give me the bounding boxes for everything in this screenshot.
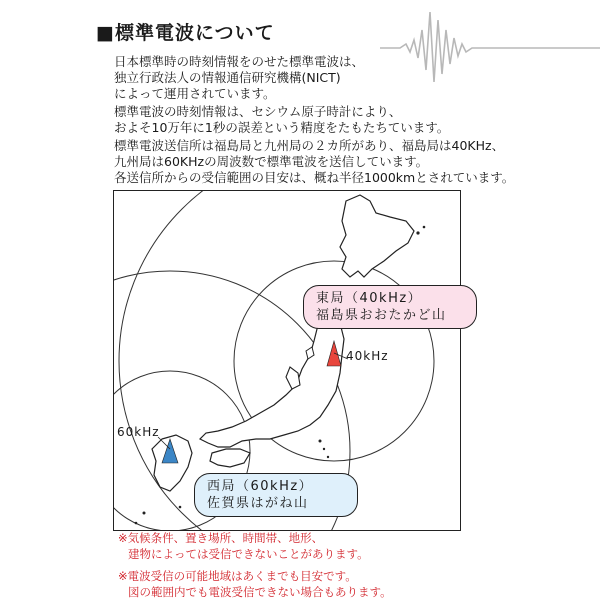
page-title: ■標準電波について xyxy=(96,22,275,44)
intro-line: 独立行政法人の情報通信研究機構(NICT) xyxy=(114,70,341,85)
noto-peninsula xyxy=(286,367,300,389)
shikoku-outline xyxy=(210,449,250,467)
intro-line: によって運用されています。 xyxy=(114,86,276,101)
east-station-label xyxy=(303,285,477,329)
intro-line: およそ10万年に1秒の誤差という精度をたもたちています。 xyxy=(114,120,450,135)
intro-line: 日本標準時の時刻情報をのせた標準電波は、 xyxy=(114,54,365,69)
hokkaido-outline xyxy=(340,195,414,277)
intro-paragraph-3 xyxy=(114,138,594,186)
intro-line: 標準電波の時刻情報は、セシウム原子時計により、 xyxy=(114,104,402,119)
intro-line: 各送信所からの受信範囲の目安は、概ね半径1000kmとされています。 xyxy=(114,170,515,185)
intro-paragraph-2 xyxy=(114,104,594,136)
intro-line: 九州局は60KHzの周波数で標準電波を送信しています。 xyxy=(114,154,429,169)
intro-line: 標準電波送信所は福島局と九州局の２カ所があり、福島局は40KHz、 xyxy=(114,138,505,153)
west-station-site: 佐賀県はがね山 xyxy=(207,496,309,511)
note-line: 図の範囲内でも電波受信できない場合もあります。 xyxy=(128,585,392,599)
note-1 xyxy=(118,530,588,562)
note-line: ※電波受信の可能地域はあくまでも目安です。 xyxy=(118,569,357,583)
east-station-name: 東局（40kHz） xyxy=(316,291,423,306)
intro-paragraph-1 xyxy=(114,54,594,102)
east-station-site: 福島県おおたかど山 xyxy=(316,308,447,323)
note-2 xyxy=(118,568,588,600)
east-frequency-tag: 40kHz xyxy=(346,349,389,363)
note-line: 建物によっては受信できないことがあります。 xyxy=(128,547,369,561)
west-station-name: 西局（60kHz） xyxy=(207,479,314,494)
west-station-label xyxy=(194,473,358,517)
note-line: ※気候条件、置き場所、時間帯、地形、 xyxy=(118,531,324,545)
west-frequency-tag: 60kHz xyxy=(117,425,160,439)
